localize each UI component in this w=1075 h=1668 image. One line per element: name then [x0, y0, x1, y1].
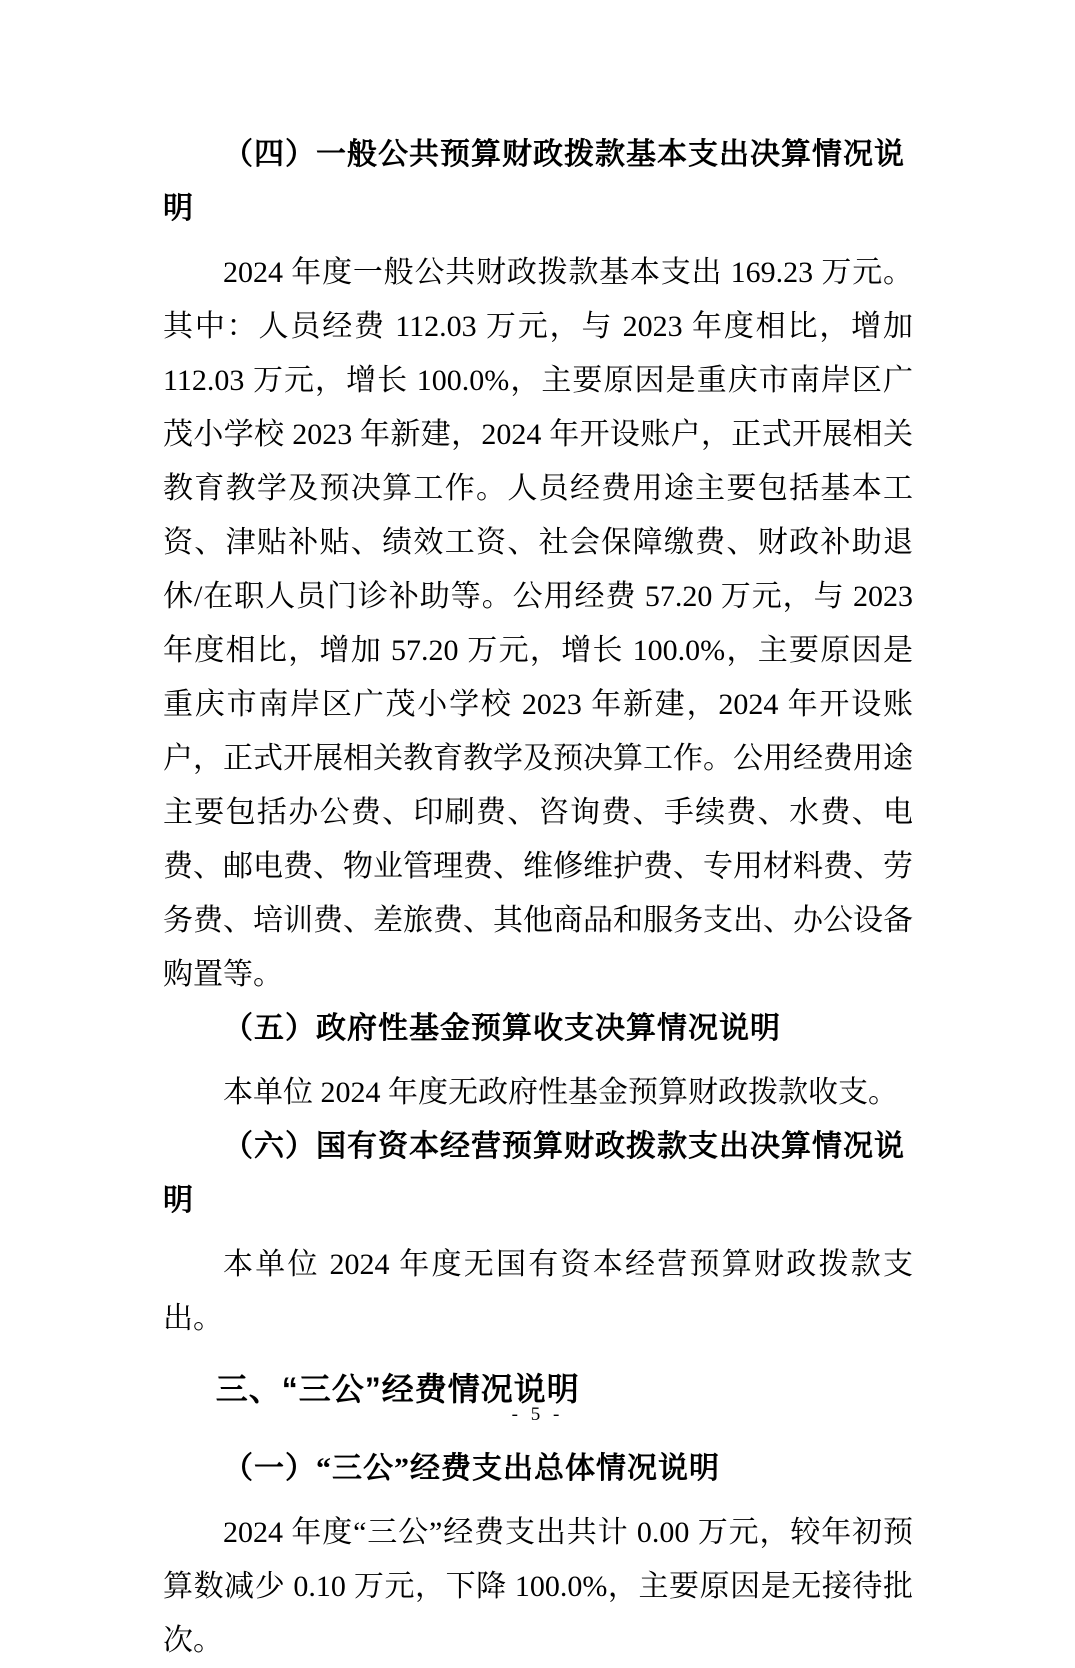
section-six-heading: （六）国有资本经营预算财政拨款支出决算情况说明: [163, 1130, 905, 1217]
section-six-paragraph: 本单位 2024 年度无国有资本经营预算财政拨款支出。: [163, 1248, 913, 1335]
section-five-paragraph: 本单位 2024 年度无政府性基金预算财政拨款收支。: [223, 1076, 898, 1109]
section-five-heading: （五）政府性基金预算收支决算情况说明: [223, 1012, 781, 1045]
page-number: - 5 -: [511, 1404, 564, 1425]
section-four-heading: （四）一般公共预算财政拨款基本支出决算情况说明: [163, 138, 905, 225]
part-three-sub-one-heading: （一）“三公”经费支出总体情况说明: [223, 1452, 720, 1485]
part-three-heading: 三、“三公”经费情况说明: [215, 1371, 580, 1407]
page-content: [163, 128, 913, 1668]
section-four-paragraph: 2024 年度一般公共财政拨款基本支出 169.23 万元。其中：人员经费 112.03 万元，与 2023 年度相比，增加 112.03 万元，增长 100.0%，主要原因是重庆市南岸区广茂小学校 2023 年新建，2024 年开设账户，正式开展相关教育教学及预决算工作。人员经费用途主要包括基本工资、津贴补贴、绩效工资、社会保障缴费、财政补助退休/在职人员门诊补助等。公用经费 57.20 万元，与 2023 年度相比，增加 57.20 万元，增长 100.0%，主要原因是重庆市南岸区广茂小学校 2023 年新建，2024 年开设账户，正式开展相关教育教学及预决算工作。公用经费用途主要包括办公费、印刷费、咨询费、手续费、水费、电费、邮电费、物业管理费、维修维护费、专用材料费、劳务费、培训费、差旅费、其他商品和服务支出、办公设备购置等。: [163, 256, 913, 991]
part-three-sub-one-paragraph: 2024 年度“三公”经费支出共计 0.00 万元，较年初预算数减少 0.10 万元，下降 100.0%，主要原因是无接待批次。: [163, 1516, 913, 1657]
